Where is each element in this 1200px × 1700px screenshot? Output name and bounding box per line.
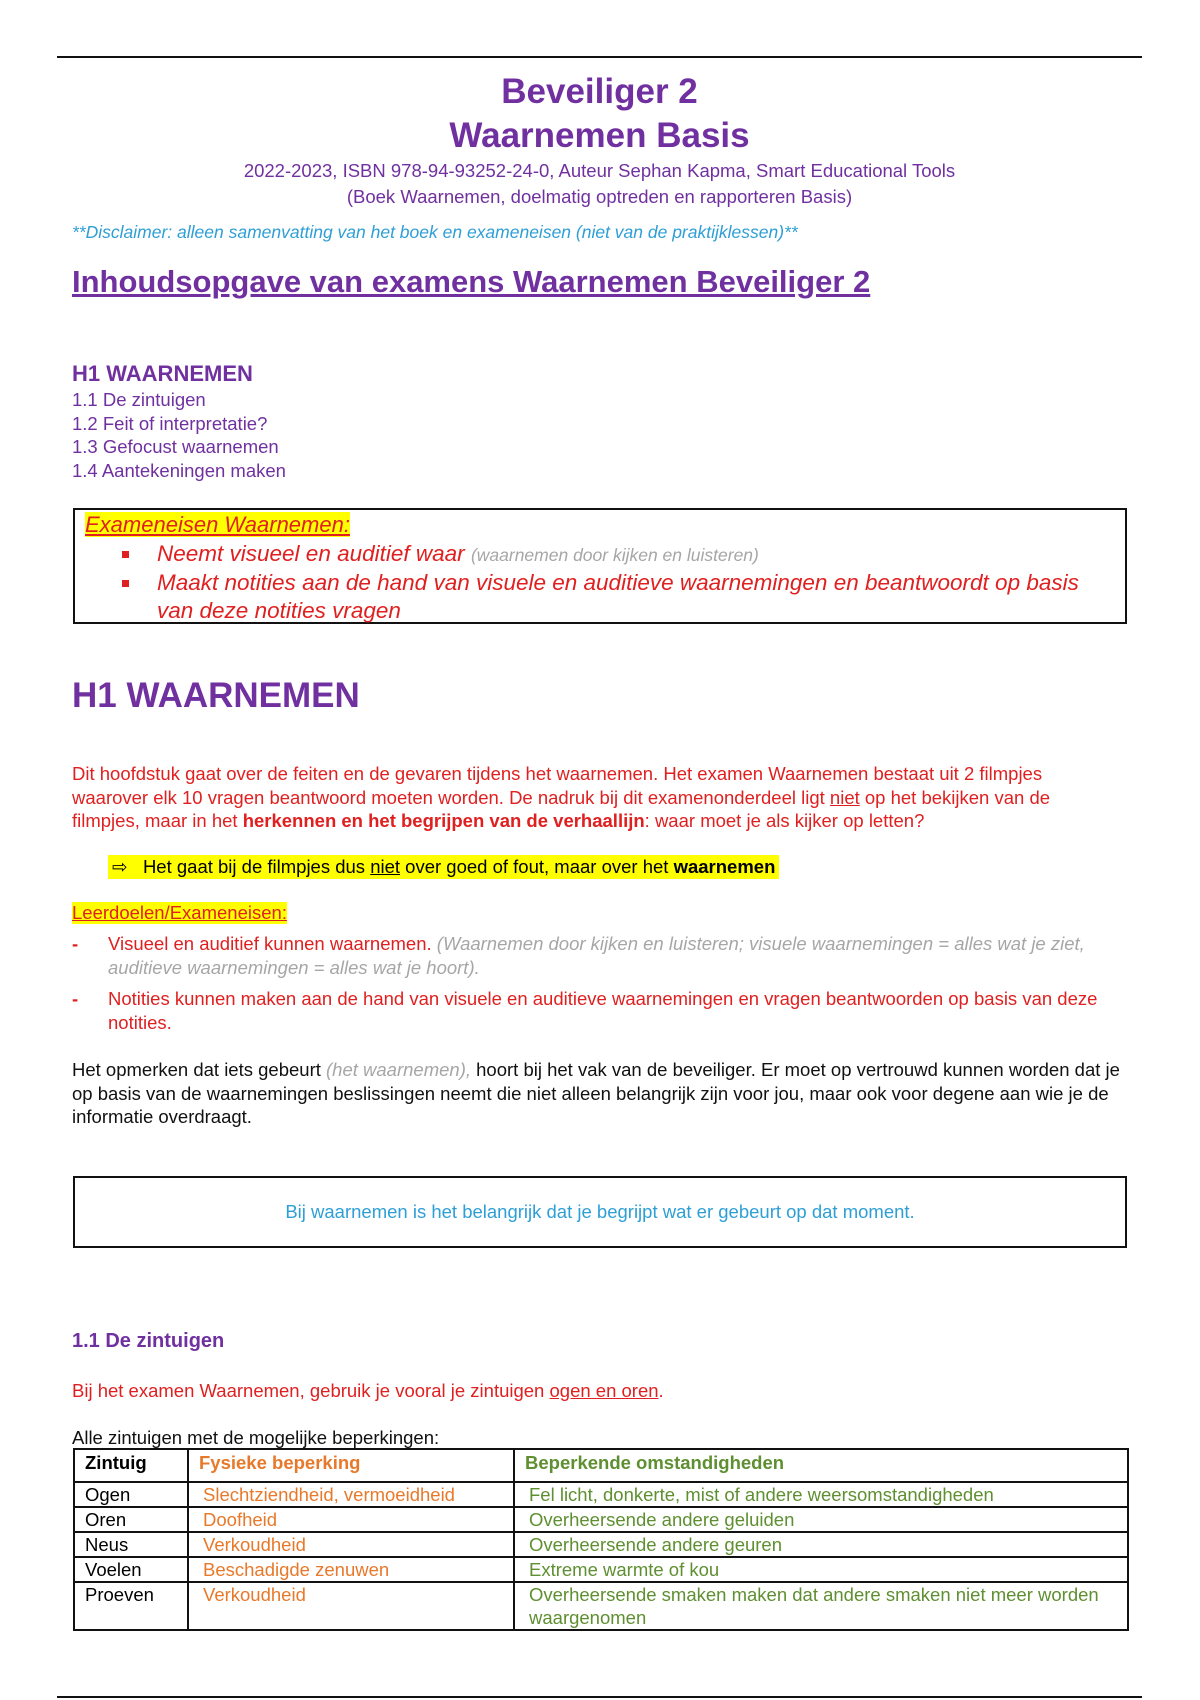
table-cell: Ogen <box>74 1482 188 1507</box>
toc-item[interactable]: 1.2 Feit of interpretatie? <box>72 412 268 434</box>
column-header-physical-limitation: Fysieke beperking <box>188 1449 514 1482</box>
table-cell: Verkoudheid <box>188 1582 514 1630</box>
bottom-rule <box>57 1696 1142 1698</box>
table-cell: Overheersende andere geluiden <box>514 1507 1128 1532</box>
list-item <box>85 540 1115 569</box>
paragraph-text: Het opmerken dat iets gebeurt <box>72 1059 327 1080</box>
note-text: over goed of fout, maar over het <box>400 856 674 877</box>
intro-bold: herkennen en het begrijpen van de verhaallijn <box>242 810 645 831</box>
section-heading: 1.1 De zintuigen <box>72 1330 225 1352</box>
intro-text: op het bekijken van de filmpjes, maar in het <box>72 786 1051 831</box>
chapter-intro <box>72 762 1122 833</box>
toc-item[interactable]: 1.4 Aantekeningen maken <box>72 459 286 481</box>
table-cell: Proeven <box>74 1582 188 1630</box>
table-cell: Extreme warmte of kou <box>514 1557 1128 1582</box>
top-rule <box>57 56 1142 58</box>
table-cell: Slechtziendheid, vermoeidheid <box>188 1482 514 1507</box>
table-cell: Overheersende smaken maken dat andere smaken niet meer worden waargenomen <box>514 1582 1128 1630</box>
exam-requirements-label: Exameneisen Waarnemen: <box>85 512 350 537</box>
senses-table <box>73 1448 1129 1631</box>
disclaimer: **Disclaimer: alleen samenvatting van het boek en exameneisen (niet van de praktijklessen)** <box>72 222 798 242</box>
document-subtitle-line1: 2022-2023, ISBN 978-94-93252-24-0, Auteur Sephan Kapma, Smart Educational Tools <box>243 160 956 181</box>
toc-chapter: H1 WAARNEMEN <box>72 361 253 386</box>
learning-goals-list <box>72 932 1122 1042</box>
paragraph-text: hoort bij het vak van de beveiliger. Er moet op vertrouwd kunnen worden dat je op basis van de waarnemingen beslissingen neemt die niet alleen belangrijk zijn voor jou, maar ook voor degene aan wie je de informatie overdraagt. <box>72 1059 1120 1127</box>
table-cell: Beschadigde zenuwen <box>188 1557 514 1582</box>
table-cell: Oren <box>74 1507 188 1532</box>
learning-goals-label: Leerdoelen/Exameneisen: <box>72 902 287 923</box>
section-text-part: . <box>658 1380 664 1401</box>
document-title-line2: Waarnemen Basis <box>449 116 750 155</box>
paragraph-note: (het waarnemen), <box>326 1059 471 1080</box>
toc-item[interactable]: 1.3 Gefocust waarnemen <box>72 436 279 457</box>
section-text-emphasis: ogen en oren <box>549 1380 659 1401</box>
goal-text: Notities kunnen maken aan de hand van visuele en auditieve waarnemingen en vragen beantwoorden op basis van deze notities. <box>108 988 1098 1033</box>
chapter-heading: H1 WAARNEMEN <box>72 676 360 715</box>
document-subtitle-line2: (Boek Waarnemen, doelmatig optreden en rapporteren Basis) <box>346 186 853 207</box>
column-header-limiting-circumstances: Beperkende omstandigheden <box>514 1449 1128 1482</box>
list-item <box>72 932 1122 979</box>
title-block <box>57 70 1142 210</box>
list-item <box>85 569 1115 625</box>
table-row <box>74 1507 1128 1532</box>
toc-heading: Inhoudsopgave van examens Waarnemen Beveiliger 2 <box>72 264 871 299</box>
list-item <box>72 987 1122 1034</box>
table-header-row <box>74 1449 1128 1482</box>
body-paragraph <box>72 1058 1122 1129</box>
goal-text: Visueel en auditief kunnen waarnemen. <box>108 933 432 954</box>
goal-note: (Waarnemen door kijken en luisteren; visuele waarnemingen = alles wat je ziet, auditieve waarnemingen = alles wat je hoort). <box>108 933 1085 978</box>
table-row <box>74 1482 1128 1507</box>
exam-requirements-list <box>85 540 1115 625</box>
table-row <box>74 1532 1128 1557</box>
intro-emphasis: niet <box>829 786 860 808</box>
bullet-text: Maakt notities aan de hand van visuele en auditieve waarnemingen en beantwoordt op basis van deze notities vragen <box>157 570 1079 623</box>
table-cell: Fel licht, donkerte, mist of andere weersomstandigheden <box>514 1482 1128 1507</box>
table-cell: Verkoudheid <box>188 1532 514 1557</box>
quote-text: Bij waarnemen is het belangrijk dat je begrijpt wat er gebeurt op dat moment. <box>285 1201 915 1222</box>
toc-item[interactable]: 1.1 De zintuigen <box>72 389 206 410</box>
dash-icon: - <box>72 988 79 1009</box>
table-row <box>74 1582 1128 1630</box>
quote-box <box>73 1176 1127 1248</box>
intro-text: Dit hoofdstuk gaat over de feiten en de gevaren tijdens het waarnemen. Het examen Waarnemen bestaat uit 2 filmpjes waarover elk 10 vragen beantwoord moeten worden. De nadruk bij dit examenonderdeel ligt <box>72 763 1043 808</box>
note-bold: waarnemen <box>673 856 776 877</box>
table-of-contents <box>72 360 286 482</box>
bullet-text: Neemt visueel en auditief waar <box>157 541 465 566</box>
bullet-note: (waarnemen door kijken en luisteren) <box>470 545 759 565</box>
exam-requirements-box <box>73 508 1127 624</box>
table-cell: Neus <box>74 1532 188 1557</box>
section-text-part: Bij het examen Waarnemen, gebruik je vooral je zintuigen <box>72 1380 550 1401</box>
table-cell: Overheersende andere geuren <box>514 1532 1128 1557</box>
table-caption: Alle zintuigen met de mogelijke beperkingen: <box>72 1427 440 1448</box>
note-text: Het gaat bij de filmpjes dus <box>142 856 371 877</box>
table-cell: Doofheid <box>188 1507 514 1532</box>
column-header-sense: Zintuig <box>74 1449 188 1482</box>
highlighted-note <box>108 855 779 879</box>
arrow-icon: ⇨ <box>112 856 128 877</box>
note-emphasis: niet <box>370 856 401 877</box>
table-row <box>74 1557 1128 1582</box>
dash-icon: - <box>72 933 79 954</box>
document-title-line1: Beveiliger 2 <box>501 72 698 111</box>
section-text <box>72 1380 664 1402</box>
table-cell: Voelen <box>74 1557 188 1582</box>
intro-text: : waar moet je als kijker op letten? <box>644 810 925 831</box>
